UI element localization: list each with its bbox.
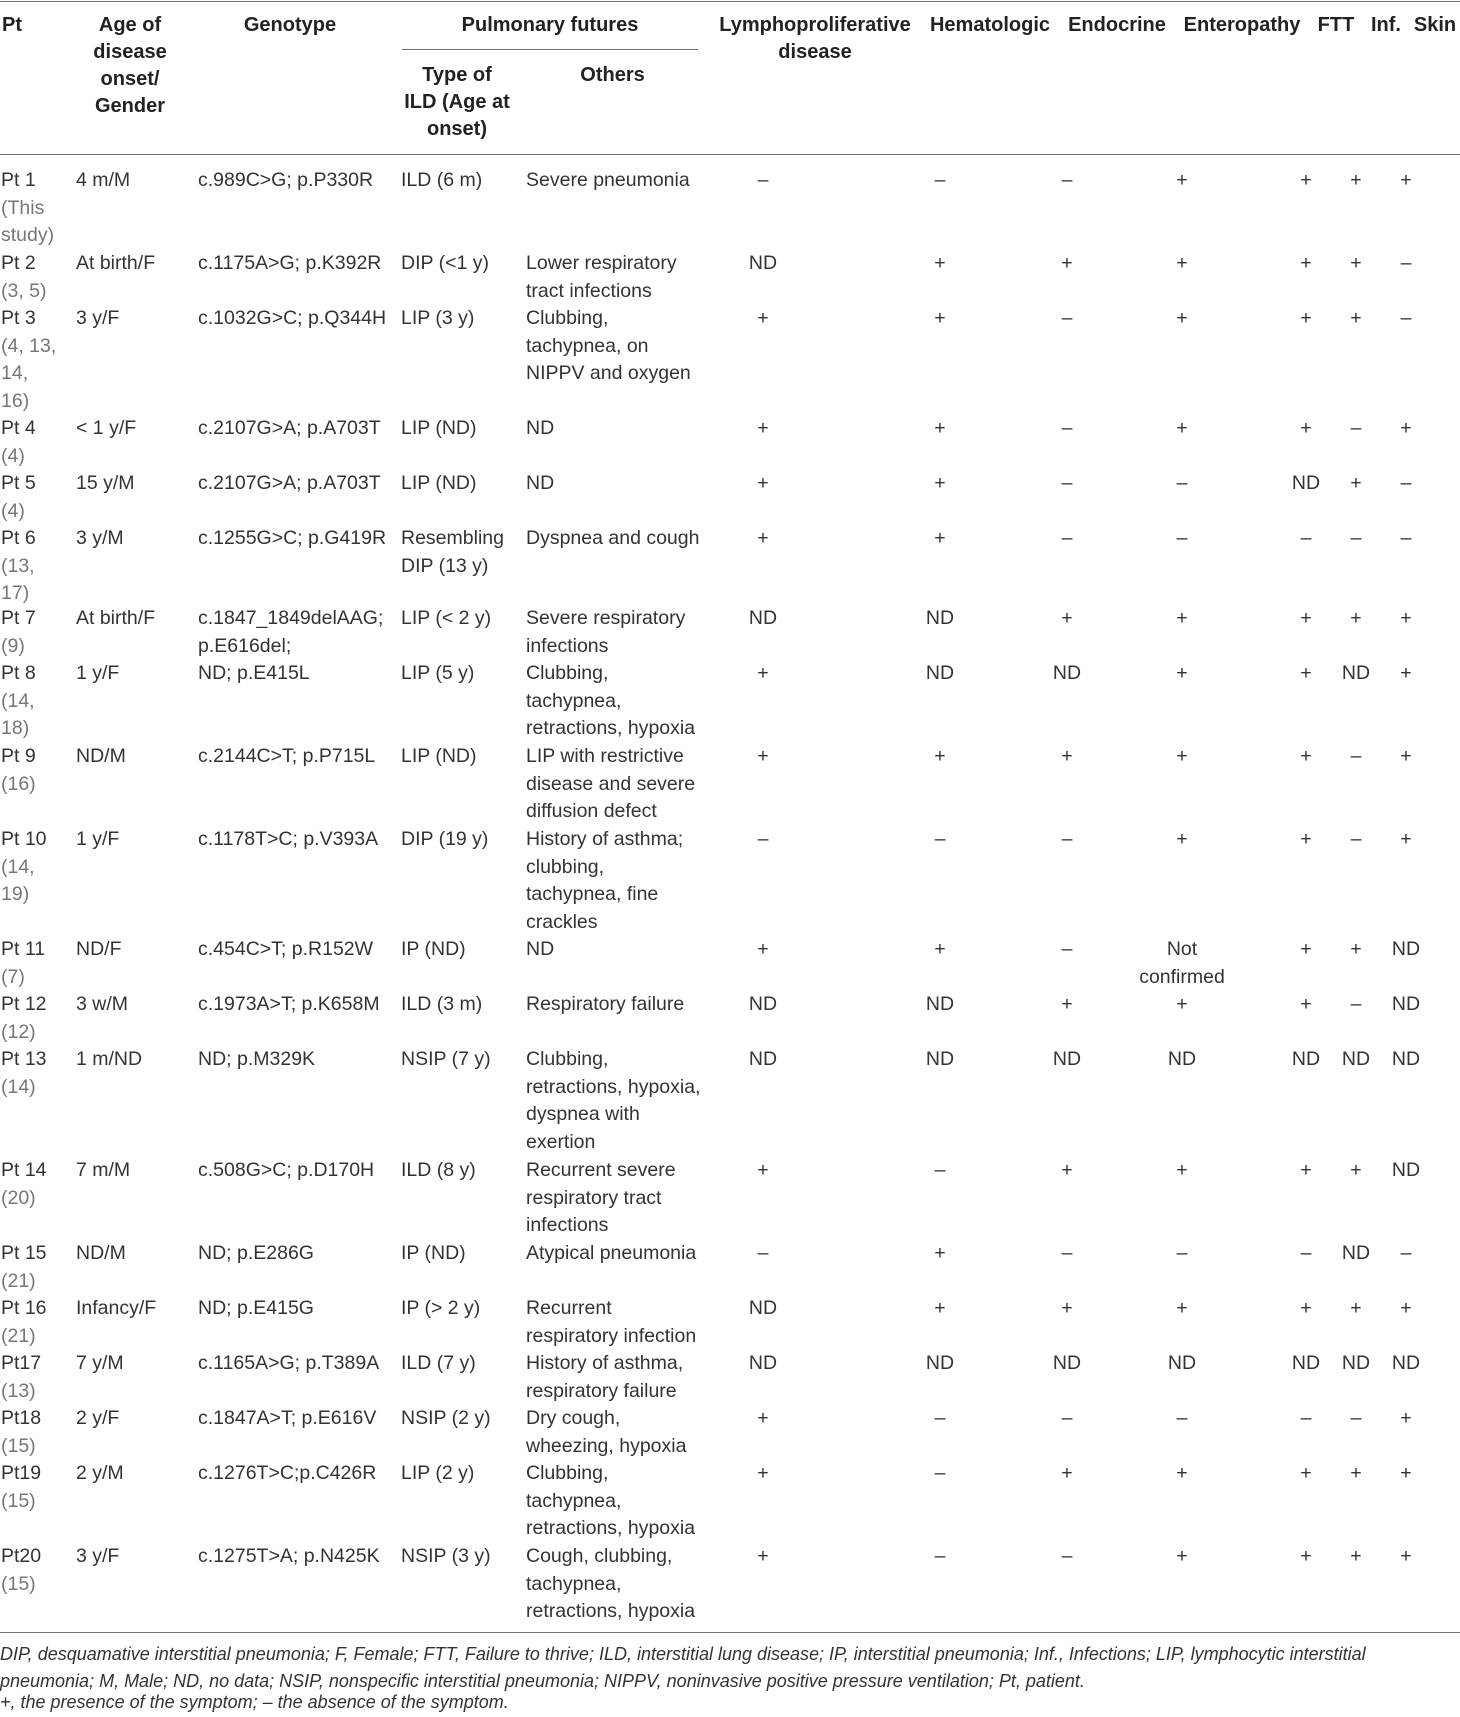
cell-endo: +: [1061, 745, 1073, 767]
header-hematologic: Hematologic: [929, 14, 1051, 36]
pt-reference: (3, 5): [1, 279, 47, 302]
cell-lympho: +: [757, 662, 769, 684]
cell-lympho: +: [757, 307, 769, 329]
cell-endo: –: [1061, 1242, 1073, 1264]
pt-reference: (15): [1, 1489, 36, 1512]
pt-id: Pt 1: [1, 169, 36, 191]
cell-entero: Not confirmed: [1139, 938, 1225, 988]
cell-pt: [1, 1046, 57, 1101]
cell-age: 2 y/M: [76, 1462, 124, 1484]
cell-genotype: c.1165A>G; p.T389A: [198, 1352, 380, 1374]
header-endocrine: Endocrine: [1068, 14, 1166, 36]
pt-id: Pt18: [1, 1407, 42, 1429]
cell-entero: +: [1176, 169, 1188, 191]
cell-genotype: c.1973A>T; p.K658M: [198, 993, 380, 1015]
pt-reference: (15): [1, 1572, 36, 1595]
cell-lympho: +: [757, 1159, 769, 1181]
cell-hema: –: [934, 828, 946, 850]
cell-inf: +: [1350, 1159, 1362, 1181]
cell-ild: LIP (ND): [401, 472, 477, 494]
cell-skin: ND: [1391, 1048, 1421, 1070]
cell-ild: IP (> 2 y): [401, 1297, 481, 1319]
cell-hema: +: [934, 1297, 946, 1319]
cell-ild: NSIP (2 y): [401, 1407, 491, 1429]
pt-id: Pt 9: [1, 745, 36, 767]
cell-ftt: +: [1300, 938, 1312, 960]
cell-pt: [1, 936, 57, 991]
cell-entero: +: [1176, 745, 1188, 767]
header-rule: [0, 154, 1460, 155]
cell-hema: +: [934, 307, 946, 329]
header-skin: Skin: [1413, 14, 1457, 36]
cell-ild: ILD (8 y): [401, 1159, 476, 1181]
pt-id: Pt 11: [1, 938, 46, 960]
cell-endo: +: [1061, 1297, 1073, 1319]
cell-ild: LIP (2 y): [401, 1462, 475, 1484]
cell-ftt: –: [1300, 1407, 1312, 1429]
cell-ftt: +: [1300, 169, 1312, 191]
cell-others: Respiratory failure: [526, 993, 685, 1015]
cell-entero: +: [1176, 252, 1188, 274]
cell-entero: ND: [1167, 1352, 1197, 1374]
cell-others: Severe respiratory infections: [526, 607, 686, 657]
cell-skin: +: [1400, 417, 1412, 439]
cell-age: 2 y/F: [76, 1407, 120, 1429]
cell-ftt: +: [1300, 307, 1312, 329]
cell-genotype: c.1032G>C; p.Q344H: [198, 307, 387, 329]
cell-others: Dyspnea and cough: [526, 527, 700, 549]
cell-skin: ND: [1391, 1352, 1421, 1374]
cell-ild: LIP (5 y): [401, 662, 475, 684]
cell-ftt: +: [1300, 1297, 1312, 1319]
cell-lympho: ND: [748, 252, 778, 274]
cell-genotype: c.2144C>T; p.P715L: [198, 745, 376, 767]
cell-lympho: +: [757, 527, 769, 549]
pt-id: Pt 14: [1, 1159, 47, 1181]
cell-others: Clubbing, tachypnea, on NIPPV and oxygen: [526, 307, 691, 384]
header-age-gender: Age of disease onset/ Gender: [93, 14, 167, 117]
cell-others: Lower respiratory tract infections: [526, 252, 677, 302]
cell-endo: ND: [1052, 1048, 1082, 1070]
cell-hema: ND: [925, 1048, 955, 1070]
cell-hema: –: [934, 1407, 946, 1429]
pt-reference: (4): [1, 444, 25, 467]
cell-pt: [1, 1460, 57, 1515]
cell-endo: +: [1061, 607, 1073, 629]
cell-inf: +: [1350, 1297, 1362, 1319]
cell-others: Recurrent severe respiratory tract infections: [526, 1159, 676, 1236]
cell-ild: ILD (6 m): [401, 169, 483, 191]
top-rule: [0, 1, 1460, 2]
cell-genotype: c.1255G>C; p.G419R: [198, 527, 387, 549]
cell-pt: [1, 470, 57, 525]
cell-ild: LIP (< 2 y): [401, 607, 492, 629]
pt-reference: (13): [1, 1379, 36, 1402]
cell-pt: [1, 250, 57, 305]
header-genotype: Genotype: [243, 14, 337, 36]
cell-lympho: +: [757, 1407, 769, 1429]
cell-age: 7 m/M: [76, 1159, 131, 1181]
cell-lympho: ND: [748, 1297, 778, 1319]
cell-others: ND: [526, 417, 555, 439]
cell-lympho: –: [757, 1242, 769, 1264]
cell-pt: [1, 305, 57, 415]
cell-pt: [1, 1295, 57, 1350]
cell-lympho: +: [757, 745, 769, 767]
cell-hema: –: [934, 1159, 946, 1181]
cell-entero: +: [1176, 307, 1188, 329]
cell-endo: –: [1061, 828, 1073, 850]
cell-pt: [1, 525, 57, 608]
cell-ftt: +: [1300, 1159, 1312, 1181]
cell-inf: ND: [1341, 1048, 1371, 1070]
cell-others: Clubbing, tachypnea, retractions, hypoxia: [526, 1462, 696, 1539]
cell-endo: +: [1061, 993, 1073, 1015]
cell-endo: +: [1061, 252, 1073, 274]
cell-hema: –: [934, 1545, 946, 1567]
cell-entero: +: [1176, 1545, 1188, 1567]
cell-endo: +: [1061, 1462, 1073, 1484]
cell-ftt: +: [1300, 828, 1312, 850]
cell-entero: +: [1176, 828, 1188, 850]
cell-genotype: c.1175A>G; p.K392R: [198, 252, 382, 274]
cell-genotype: c.1276T>C;p.C426R: [198, 1462, 377, 1484]
cell-others: Atypical pneumonia: [526, 1242, 697, 1264]
cell-genotype: c.1847A>T; p.E616V: [198, 1407, 377, 1429]
cell-hema: +: [934, 472, 946, 494]
cell-ftt: +: [1300, 607, 1312, 629]
cell-age: 1 y/F: [76, 828, 120, 850]
cell-others: Cough, clubbing, tachypnea, retractions, hypoxia: [526, 1545, 696, 1622]
cell-ftt: +: [1300, 1462, 1312, 1484]
cell-skin: +: [1400, 662, 1412, 684]
cell-genotype: ND; p.E415L: [198, 662, 310, 684]
cell-pt: [1, 1350, 57, 1405]
cell-inf: +: [1350, 169, 1362, 191]
pt-reference: (21): [1, 1269, 36, 1292]
cell-lympho: ND: [748, 1352, 778, 1374]
cell-inf: +: [1350, 1545, 1362, 1567]
cell-inf: +: [1350, 938, 1362, 960]
cell-hema: ND: [925, 1352, 955, 1374]
pt-id: Pt 16: [1, 1297, 47, 1319]
cell-skin: +: [1400, 169, 1412, 191]
header-enteropathy: Enteropathy: [1183, 14, 1301, 36]
cell-inf: +: [1350, 252, 1362, 274]
cell-ftt: +: [1300, 1545, 1312, 1567]
cell-others: LIP with restrictive disease and severe diffusion defect: [526, 745, 696, 822]
pt-id: Pt 5: [1, 472, 36, 494]
cell-entero: –: [1176, 1407, 1188, 1429]
cell-inf: –: [1350, 1407, 1362, 1429]
cell-ild: NSIP (7 y): [401, 1048, 491, 1070]
pt-id: Pt 12: [1, 993, 47, 1015]
pt-reference: (21): [1, 1324, 36, 1347]
cell-skin: +: [1400, 745, 1412, 767]
cell-hema: ND: [925, 993, 955, 1015]
cell-ftt: –: [1300, 527, 1312, 549]
cell-ftt: ND: [1291, 472, 1321, 494]
cell-ftt: +: [1300, 745, 1312, 767]
cell-inf: +: [1350, 307, 1362, 329]
cell-lympho: +: [757, 1545, 769, 1567]
cell-genotype: c.508G>C; p.D170H: [198, 1159, 375, 1181]
pt-reference: (14, 19): [1, 855, 35, 905]
cell-ild: LIP (ND): [401, 417, 477, 439]
cell-pt: [1, 1240, 57, 1295]
cell-others: History of asthma; clubbing, tachypnea, fine crackles: [526, 828, 684, 933]
cell-endo: ND: [1052, 1352, 1082, 1374]
cell-skin: +: [1400, 1407, 1412, 1429]
pt-reference: (12): [1, 1020, 36, 1043]
header-inf: Inf.: [1371, 14, 1401, 36]
header-others: Others: [580, 64, 645, 86]
cell-entero: +: [1176, 607, 1188, 629]
cell-inf: –: [1350, 828, 1362, 850]
cell-ftt: ND: [1291, 1048, 1321, 1070]
pt-id: Pt 6: [1, 527, 36, 549]
header-pulmonary-futures: Pulmonary futures: [461, 14, 639, 36]
cell-lympho: ND: [748, 993, 778, 1015]
cell-genotype: c.1275T>A; p.N425K: [198, 1545, 380, 1567]
pt-reference: (This study): [1, 196, 55, 246]
cell-lympho: +: [757, 417, 769, 439]
cell-skin: ND: [1391, 993, 1421, 1015]
cell-others: Dry cough, wheezing, hypoxia: [526, 1407, 687, 1457]
cell-age: 3 y/F: [76, 1545, 120, 1567]
cell-hema: +: [934, 938, 946, 960]
cell-endo: –: [1061, 307, 1073, 329]
cell-pt: [1, 1543, 57, 1598]
pt-reference: (4): [1, 499, 25, 522]
cell-pt: [1, 1405, 57, 1460]
cell-age: ND/F: [76, 938, 122, 960]
cell-skin: +: [1400, 607, 1412, 629]
cell-entero: +: [1176, 1462, 1188, 1484]
cell-pt: [1, 660, 57, 743]
cell-age: 15 y/M: [76, 472, 135, 494]
pt-reference: (15): [1, 1434, 36, 1457]
header-ild-type: Type of ILD (Age at onset): [404, 64, 510, 140]
cell-age: 1 y/F: [76, 662, 120, 684]
cell-inf: ND: [1341, 662, 1371, 684]
pt-id: Pt 15: [1, 1242, 47, 1264]
pt-reference: (16): [1, 772, 36, 795]
cell-genotype: c.2107G>A; p.A703T: [198, 417, 381, 439]
pt-reference: (9): [1, 634, 25, 657]
cell-ild: DIP (19 y): [401, 828, 489, 850]
cell-endo: –: [1061, 417, 1073, 439]
cell-pt: [1, 167, 57, 250]
header-ftt: FTT: [1317, 14, 1355, 36]
cell-hema: –: [934, 169, 946, 191]
pt-id: Pt17: [1, 1352, 42, 1374]
cell-inf: –: [1350, 993, 1362, 1015]
cell-ild: ILD (3 m): [401, 993, 483, 1015]
cell-skin: –: [1400, 1242, 1412, 1264]
cell-genotype: c.1178T>C; p.V393A: [198, 828, 379, 850]
cell-inf: –: [1350, 527, 1362, 549]
pt-reference: (13, 17): [1, 554, 35, 604]
cell-ild: DIP (<1 y): [401, 252, 489, 274]
pt-reference: (4, 13, 14, 16): [1, 334, 57, 412]
cell-entero: ND: [1167, 1048, 1197, 1070]
cell-endo: –: [1061, 1545, 1073, 1567]
cell-others: ND: [526, 938, 555, 960]
cell-age: 3 y/F: [76, 307, 120, 329]
pt-id: Pt 7: [1, 607, 36, 629]
cell-ild: Resembling DIP (13 y): [401, 527, 504, 577]
cell-genotype: c.454C>T; p.R152W: [198, 938, 374, 960]
pt-id: Pt 2: [1, 252, 36, 274]
cell-pt: [1, 826, 57, 909]
cell-age: 1 m/ND: [76, 1048, 143, 1070]
cell-skin: ND: [1391, 1159, 1421, 1181]
cell-endo: +: [1061, 1159, 1073, 1181]
cell-pt: [1, 743, 57, 798]
cell-inf: +: [1350, 607, 1362, 629]
cell-lympho: +: [757, 472, 769, 494]
cell-entero: –: [1176, 472, 1188, 494]
cell-lympho: –: [757, 828, 769, 850]
cell-ftt: –: [1300, 1242, 1312, 1264]
cell-hema: +: [934, 745, 946, 767]
header-lymphoproliferative: Lymphoproliferative disease: [719, 14, 911, 63]
pt-reference: (14): [1, 1075, 36, 1098]
pt-id: Pt 4: [1, 417, 36, 439]
cell-entero: +: [1176, 662, 1188, 684]
cell-ild: LIP (3 y): [401, 307, 475, 329]
cell-ild: LIP (ND): [401, 745, 477, 767]
cell-skin: ND: [1391, 938, 1421, 960]
cell-inf: +: [1350, 472, 1362, 494]
cell-skin: +: [1400, 1462, 1412, 1484]
cell-skin: +: [1400, 828, 1412, 850]
cell-others: Clubbing, tachypnea, retractions, hypoxia: [526, 662, 696, 739]
cell-hema: +: [934, 527, 946, 549]
pt-id: Pt 3: [1, 307, 36, 329]
cell-skin: –: [1400, 527, 1412, 549]
cell-entero: +: [1176, 417, 1188, 439]
pt-id: Pt19: [1, 1462, 42, 1484]
cell-lympho: ND: [748, 607, 778, 629]
cell-ild: ILD (7 y): [401, 1352, 476, 1374]
cell-age: 3 w/M: [76, 993, 129, 1015]
cell-lympho: ND: [748, 1048, 778, 1070]
cell-lympho: –: [757, 169, 769, 191]
cell-genotype: ND; p.E286G: [198, 1242, 314, 1264]
pt-id: Pt 8: [1, 662, 36, 684]
cell-pt: [1, 605, 57, 660]
cell-endo: –: [1061, 169, 1073, 191]
cell-ftt: +: [1300, 662, 1312, 684]
cell-age: 4 m/M: [76, 169, 131, 191]
cell-skin: –: [1400, 252, 1412, 274]
cell-endo: ND: [1052, 662, 1082, 684]
cell-age: 3 y/M: [76, 527, 124, 549]
cell-skin: +: [1400, 1545, 1412, 1567]
cell-others: ND: [526, 472, 555, 494]
cell-pt: [1, 415, 57, 470]
cell-entero: +: [1176, 1159, 1188, 1181]
cell-ild: NSIP (3 y): [401, 1545, 491, 1567]
cell-hema: +: [934, 1242, 946, 1264]
cell-age: At birth/F: [76, 607, 156, 629]
cell-others: Severe pneumonia: [526, 169, 690, 191]
cell-age: ND/M: [76, 1242, 126, 1264]
bottom-rule: [0, 1632, 1460, 1633]
cell-pt: [1, 1157, 57, 1212]
cell-genotype: ND; p.M329K: [198, 1048, 316, 1070]
pt-reference: (7): [1, 965, 25, 988]
cell-inf: –: [1350, 745, 1362, 767]
cell-genotype: ND; p.E415G: [198, 1297, 314, 1319]
cell-skin: –: [1400, 307, 1412, 329]
cell-hema: +: [934, 252, 946, 274]
cell-ftt: +: [1300, 993, 1312, 1015]
cell-age: Infancy/F: [76, 1297, 157, 1319]
pulmonary-subrule: [402, 49, 698, 50]
cell-endo: –: [1061, 527, 1073, 549]
pt-reference: (14, 18): [1, 689, 35, 739]
cell-ftt: +: [1300, 252, 1312, 274]
cell-ftt: ND: [1291, 1352, 1321, 1374]
cell-age: ND/M: [76, 745, 126, 767]
footnote-symbols: +, the presence of the symptom; – the absence of the symptom.: [0, 1692, 509, 1712]
cell-genotype: c.989C>G; p.P330R: [198, 169, 374, 191]
cell-entero: –: [1176, 1242, 1188, 1264]
cell-inf: –: [1350, 417, 1362, 439]
pt-id: Pt 10: [1, 828, 47, 850]
cell-others: Clubbing, retractions, hypoxia, dyspnea with exertion: [526, 1048, 701, 1153]
cell-entero: +: [1176, 993, 1188, 1015]
cell-inf: +: [1350, 1462, 1362, 1484]
cell-endo: –: [1061, 938, 1073, 960]
cell-age: 7 y/M: [76, 1352, 124, 1374]
cell-age: At birth/F: [76, 252, 156, 274]
cell-pt: [1, 991, 57, 1046]
cell-skin: +: [1400, 1297, 1412, 1319]
cell-endo: –: [1061, 1407, 1073, 1429]
cell-inf: ND: [1341, 1352, 1371, 1374]
cell-hema: +: [934, 417, 946, 439]
cell-inf: ND: [1341, 1242, 1371, 1264]
cell-entero: –: [1176, 527, 1188, 549]
cell-hema: –: [934, 1462, 946, 1484]
cell-skin: –: [1400, 472, 1412, 494]
pt-id: Pt 13: [1, 1048, 47, 1070]
pt-reference: (20): [1, 1186, 36, 1209]
footnote-abbreviations: DIP, desquamative interstitial pneumonia; F, Female; FTT, Failure to thrive; ILD, interstitial lung disease; IP, interstitial pneumonia; Inf., Infections; LIP, lymphocytic interstitial pneumonia; M, Male; ND, no data; NSIP, nonspecific interstitial pneumonia; NIPPV, noninvasive positive pressure ventilation; Pt, patient.: [0, 1644, 1366, 1691]
pt-id: Pt20: [1, 1545, 42, 1567]
cell-others: History of asthma, respiratory failure: [526, 1352, 684, 1402]
cell-others: Recurrent respiratory infection: [526, 1297, 697, 1347]
cell-genotype: c.2107G>A; p.A703T: [198, 472, 381, 494]
cell-lympho: +: [757, 938, 769, 960]
cell-genotype: c.1847_1849delAAG; p.E616del;: [198, 607, 384, 657]
cell-ild: IP (ND): [401, 1242, 466, 1264]
cell-entero: +: [1176, 1297, 1188, 1319]
header-pt: Pt: [2, 14, 22, 36]
cell-ftt: +: [1300, 417, 1312, 439]
cell-hema: ND: [925, 662, 955, 684]
cell-age: < 1 y/F: [76, 417, 137, 439]
cell-endo: –: [1061, 472, 1073, 494]
cell-hema: ND: [925, 607, 955, 629]
cell-lympho: +: [757, 1462, 769, 1484]
cell-ild: IP (ND): [401, 938, 466, 960]
